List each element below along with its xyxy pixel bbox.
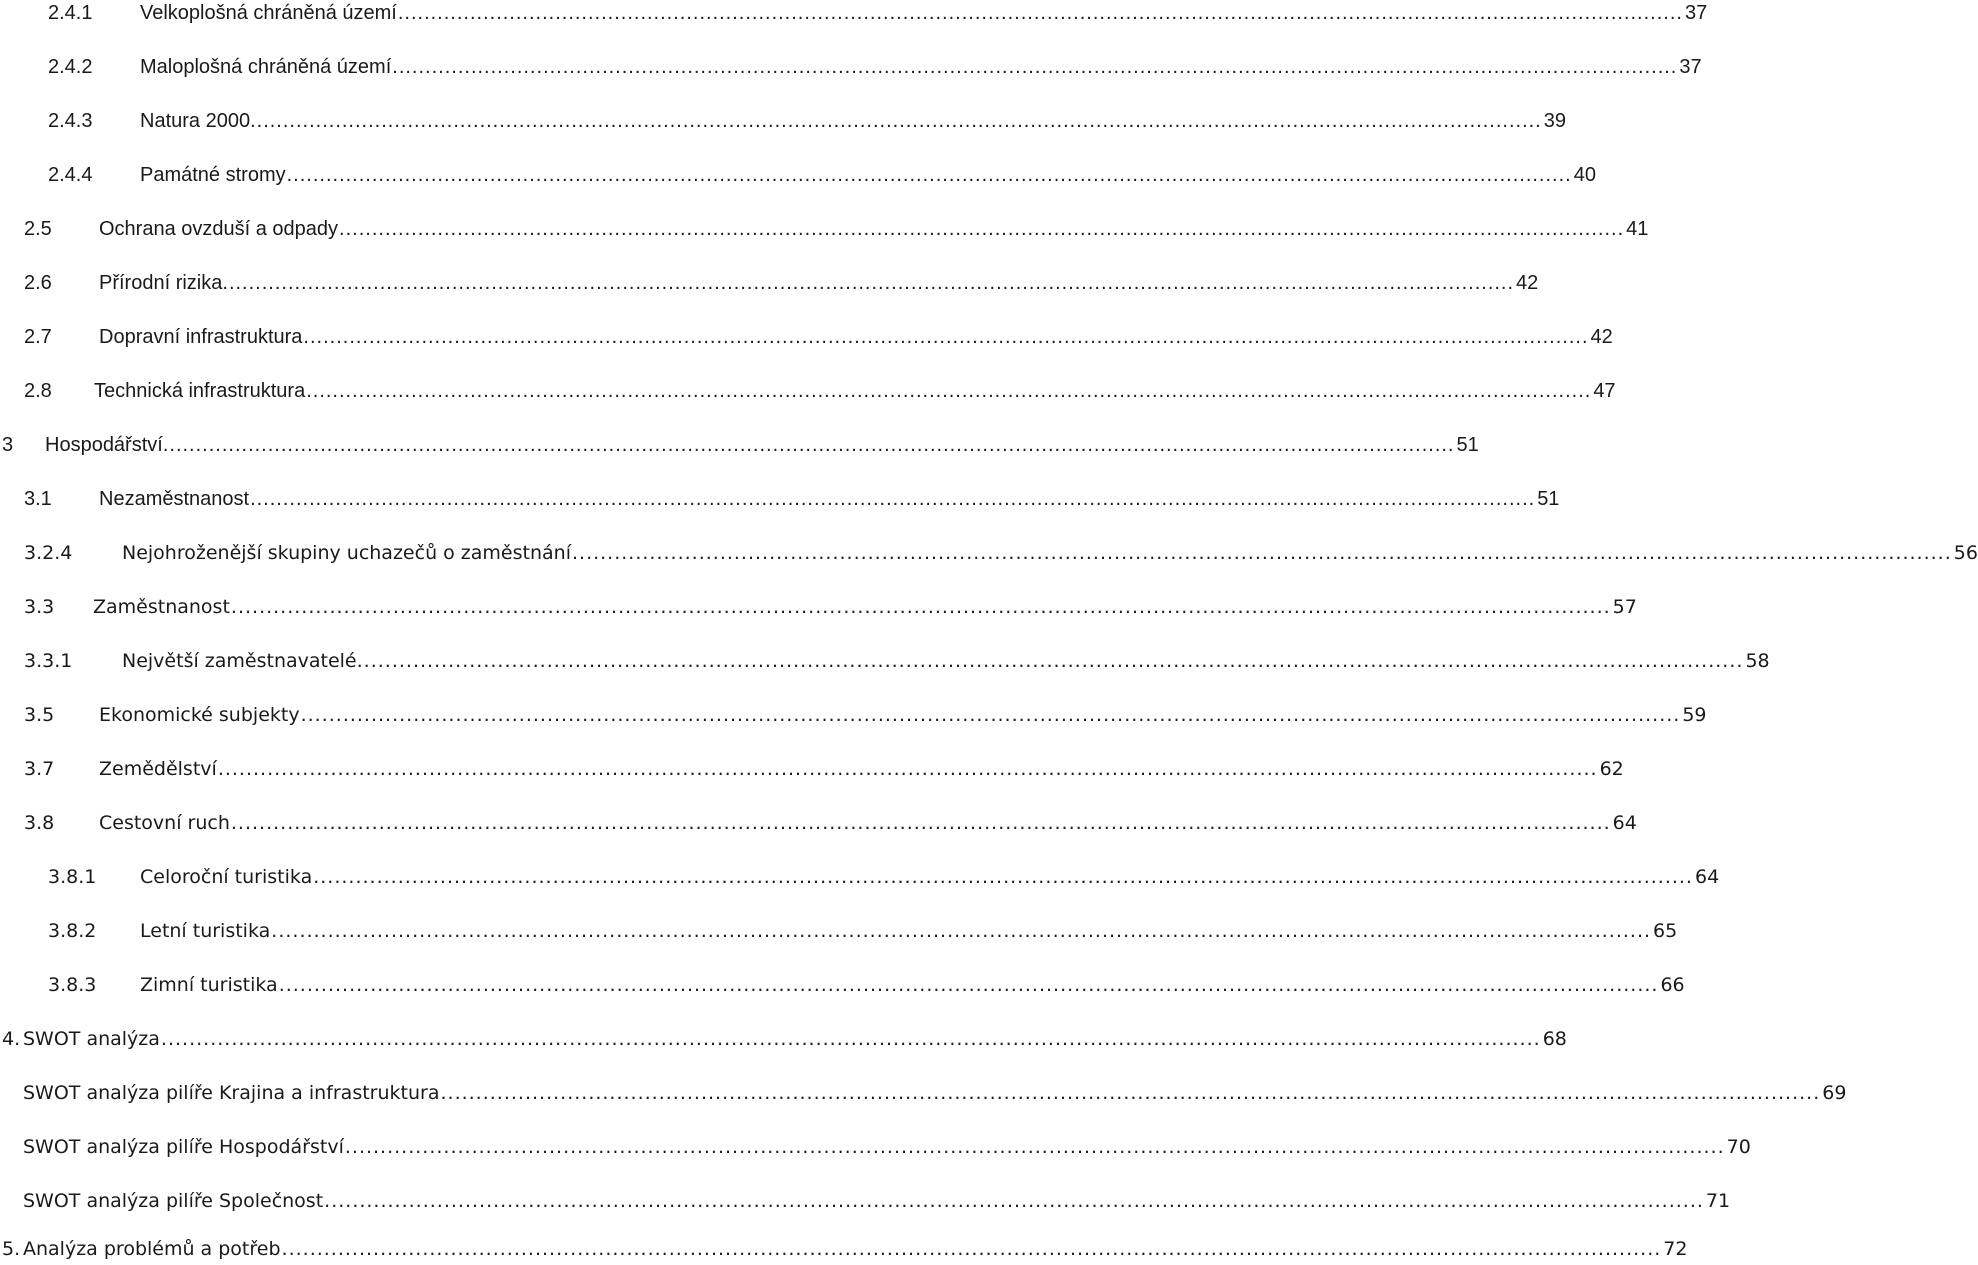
toc-title: Cestovní ruch [99, 812, 230, 834]
toc-title: Přírodní rizika. [99, 272, 228, 294]
toc-page: 57 [1612, 596, 1637, 618]
toc-title: Technická infrastruktura [94, 380, 306, 402]
toc-number: 4. [2, 1028, 21, 1050]
toc-title: Celoroční turistika [140, 866, 313, 888]
toc-page: 58 [1745, 650, 1770, 672]
toc-page: 51 [1456, 434, 1479, 456]
toc-page: 62 [1599, 758, 1624, 780]
toc-leader: .................................................................................................................................................................................................... [300, 704, 1681, 726]
toc-page: 42 [1590, 326, 1613, 348]
toc-leader: .................................................................................................................................................................................................... [281, 1238, 1662, 1260]
toc-leader: .................................................................................................................................................................................................... [440, 1082, 1821, 1104]
toc-entry[interactable] [0, 1078, 1847, 1108]
toc-leader: .................................................................................................................................................................................................... [271, 920, 1652, 942]
toc-leader: .................................................................................................................................................................................................... [228, 272, 1515, 294]
toc-entry[interactable] [0, 214, 1649, 244]
toc-number: 2.4.4 [48, 164, 93, 186]
toc-title: Památné stromy [140, 164, 286, 186]
toc-entry[interactable] [0, 862, 1720, 892]
toc-title: Velkoplošná chráněná území [140, 2, 397, 24]
toc-leader: .................................................................................................................................................................................................... [344, 1136, 1725, 1158]
toc-number: 2.7 [24, 326, 52, 348]
toc-page: 51 [1537, 488, 1560, 510]
toc-title: Ekonomické subjekty [99, 704, 300, 726]
toc-entry[interactable] [0, 700, 1707, 730]
toc-title: Letní turistika [140, 920, 271, 942]
toc-title: Hospodářství. [45, 434, 169, 456]
toc-page: 64 [1612, 812, 1637, 834]
toc-leader: .................................................................................................................................................................................................... [286, 164, 1572, 186]
toc-entry[interactable] [0, 754, 1624, 784]
toc-title: Natura 2000. [140, 110, 256, 132]
toc-leader: .................................................................................................................................................................................................... [230, 596, 1611, 618]
toc-page: 40 [1573, 164, 1596, 186]
toc-number: 3.7 [24, 758, 55, 780]
toc-page: 37 [1684, 2, 1708, 24]
toc-leader: .................................................................................................................................................................................................... [339, 218, 1625, 240]
toc-entry[interactable] [0, 106, 1566, 136]
toc-leader: .................................................................................................................................................................................................... [160, 1028, 1541, 1050]
toc-entry[interactable] [0, 970, 1685, 1000]
toc-number: 3.8.2 [48, 920, 97, 942]
toc-entry[interactable] [0, 0, 1708, 28]
toc-title: SWOT analýza pilíře Krajina a infrastruktura [23, 1082, 440, 1104]
toc-entry[interactable] [0, 538, 1978, 568]
toc-title: SWOT analýza [23, 1028, 160, 1050]
toc-leader: .................................................................................................................................................................................................... [571, 542, 1952, 564]
toc-page: 65 [1653, 920, 1678, 942]
toc-number: 3.8.1 [48, 866, 97, 888]
toc-leader: .................................................................................................................................................................................................... [392, 56, 1678, 78]
toc-entry[interactable] [0, 484, 1560, 514]
toc-entry[interactable] [0, 322, 1613, 352]
toc-number: 3.3.1 [24, 650, 73, 672]
toc-page: 68 [1542, 1028, 1567, 1050]
toc-number: 2.8 [24, 380, 52, 402]
toc-title: Maloplošná chráněná území [140, 56, 392, 78]
toc-number: 3.3 [24, 596, 55, 618]
toc-entry[interactable] [0, 916, 1678, 946]
toc-number: 5. [2, 1238, 21, 1260]
toc-leader: .................................................................................................................................................................................................... [230, 812, 1611, 834]
toc-page: 72 [1663, 1238, 1688, 1260]
toc-title: Dopravní infrastruktura [99, 326, 303, 348]
toc-title: Největší zaměstnavatelé. [122, 650, 363, 672]
toc-number: 2.4.2 [48, 56, 93, 78]
toc-page: 47 [1593, 380, 1616, 402]
toc-entry[interactable] [0, 430, 1479, 460]
toc-entry[interactable] [0, 376, 1616, 406]
toc-entry[interactable] [0, 160, 1596, 190]
toc-title: Zimní turistika [140, 974, 278, 996]
toc-page: 41 [1626, 218, 1649, 240]
toc-number: 3.5 [24, 704, 55, 726]
toc-leader: .................................................................................................................................................................................................... [278, 974, 1659, 996]
toc-entry[interactable] [0, 592, 1637, 622]
toc-page: 42 [1516, 272, 1539, 294]
toc-leader: .................................................................................................................................................................................................... [324, 1190, 1704, 1212]
toc-leader: .................................................................................................................................................................................................... [256, 110, 1542, 132]
toc-number: 2.4.3 [48, 110, 93, 132]
toc-number: 3.8.3 [48, 974, 97, 996]
toc-title: Analýza problémů a potřeb [23, 1238, 281, 1260]
toc-number: 2.6 [24, 272, 52, 294]
toc-leader: .................................................................................................................................................................................................... [217, 758, 1598, 780]
toc-entry[interactable] [0, 808, 1637, 838]
toc-title: Zaměstnanost [93, 596, 230, 618]
toc-leader: .................................................................................................................................................................................................... [250, 488, 1536, 510]
toc-page: 39 [1543, 110, 1566, 132]
toc-entry[interactable] [0, 1186, 1731, 1216]
toc-page: 64 [1694, 866, 1720, 888]
toc-leader: .................................................................................................................................................................................................... [313, 866, 1693, 888]
toc-page: 59 [1682, 704, 1707, 726]
toc-title: Zemědělství [99, 758, 217, 780]
toc-number: 3 [2, 434, 14, 456]
toc-entry[interactable] [0, 1024, 1567, 1054]
toc-leader: .................................................................................................................................................................................................... [306, 380, 1592, 402]
toc-entry[interactable] [0, 1132, 1751, 1162]
toc-title: Ochrana ovzduší a odpady [99, 218, 339, 240]
toc-page: 56 [1953, 542, 1978, 564]
toc-leader: .................................................................................................................................................................................................... [363, 650, 1744, 672]
toc-leader: .................................................................................................................................................................................................... [303, 326, 1589, 348]
toc-entry[interactable] [0, 1234, 1688, 1264]
toc-number: 2.4.1 [48, 2, 93, 24]
toc-leader: .................................................................................................................................................................................................... [397, 2, 1683, 24]
toc-entry[interactable] [0, 268, 1539, 298]
toc-leader: .................................................................................................................................................................................................... [169, 434, 1455, 456]
toc-title: SWOT analýza pilíře Společnost [23, 1190, 324, 1212]
toc-title: Nezaměstnanost [99, 488, 250, 510]
toc-entry[interactable] [0, 646, 1770, 676]
toc-page: 69 [1822, 1082, 1847, 1104]
toc-number: 3.8 [24, 812, 55, 834]
toc-entry[interactable] [0, 52, 1702, 82]
toc-page: 37 [1679, 56, 1702, 78]
toc-title: SWOT analýza pilíře Hospodářství [23, 1136, 344, 1158]
toc-page: 66 [1660, 974, 1685, 996]
toc-page: 70 [1726, 1136, 1751, 1158]
toc-page: 71 [1705, 1190, 1731, 1212]
toc-title: Nejohroženější skupiny uchazečů o zaměstnání [122, 542, 571, 564]
toc-number: 3.1 [24, 488, 52, 510]
toc-number: 2.5 [24, 218, 52, 240]
toc-number: 3.2.4 [24, 542, 73, 564]
